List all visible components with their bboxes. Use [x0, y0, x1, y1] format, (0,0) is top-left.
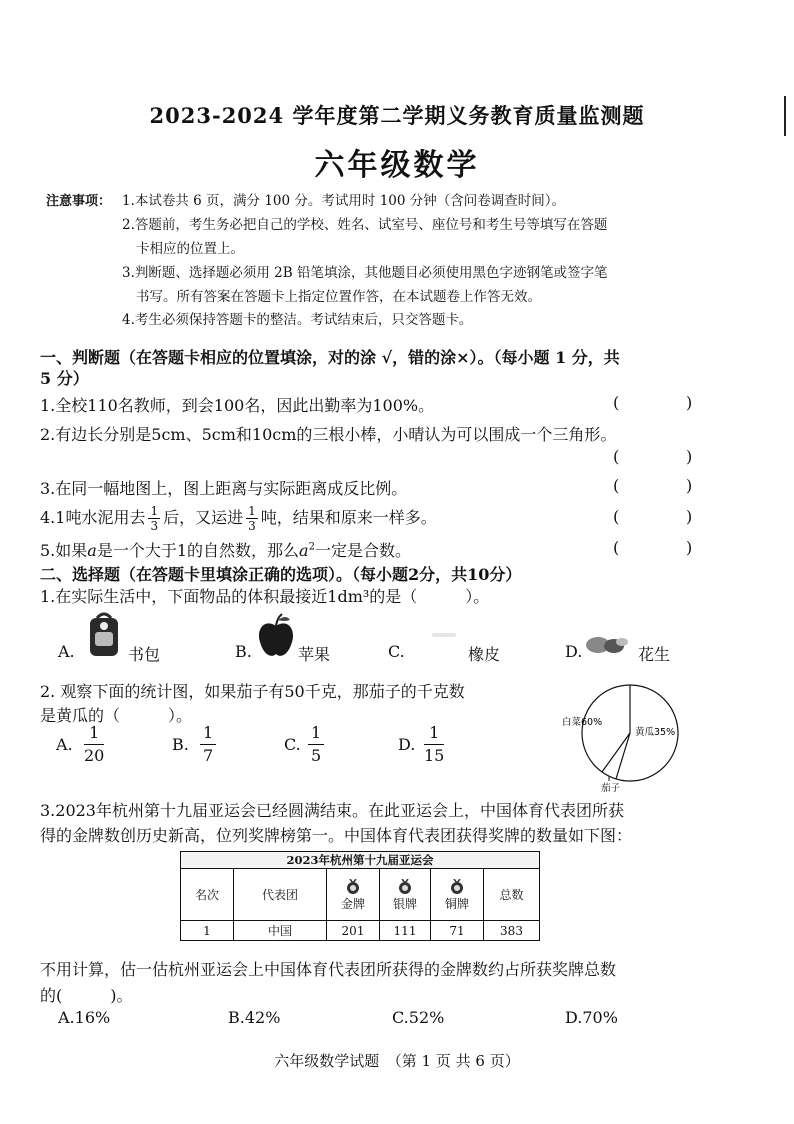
- table-cell: 中国: [234, 921, 327, 941]
- notice-item-2-cont: 卡相应的位置上。: [136, 241, 244, 257]
- choice-q3-ask: 不用计算，估一估杭州亚运会上中国体育代表团所获得的金牌数约占所获奖牌总数: [40, 960, 617, 979]
- fraction: $\frac{1}{3}$: [248, 504, 256, 533]
- notice-label: 注意事项：: [46, 194, 112, 209]
- scan-edge-mark: [784, 96, 794, 136]
- option-text: 苹果: [298, 645, 331, 664]
- option-fraction: 1 7: [200, 724, 216, 764]
- notice-item-3-cont: 书写。所有答案在答题卡上指定位置作答，在本试题卷上作答无效。: [136, 289, 541, 305]
- exam-subject: 六年级数学: [314, 148, 480, 183]
- apple-icon: [256, 612, 296, 660]
- choice-q1: 1.在实际生活中，下面物品的体积最接近1dm³的是（ ）。: [40, 587, 490, 606]
- answer-paren-close: ): [686, 476, 693, 495]
- judge-q4: 4.1吨水泥用去 $\frac{1}{3}$ 后，又运进 $\frac{1}{3}$ 吨，结果和原来一样多。: [40, 504, 437, 533]
- eraser-icon: [430, 630, 460, 640]
- choice-q2: 2. 观察下面的统计图，如果茄子有50千克，那茄子的千克数: [40, 682, 465, 701]
- table-cell: 111: [380, 921, 431, 941]
- judge-q1: 1.全校110名教师，到会100名，因此出勤率为100%。: [40, 396, 435, 415]
- pie-label-cucumber: 黄瓜35%: [635, 727, 676, 738]
- answer-paren-open[interactable]: (: [613, 476, 620, 495]
- option-letter: A.: [56, 735, 73, 754]
- judge-q3: 3.在同一幅地图上，图上距离与实际距离成反比例。: [40, 479, 408, 498]
- exam-title: 2023-2024 学年度第二学期义务教育质量监测题: [149, 103, 645, 128]
- section1-heading: 一、判断题（在答题卡相应的位置填涂，对的涂 √，错的涂×）。（每小题 1 分，共: [40, 348, 620, 367]
- table-cell: 201: [327, 921, 380, 941]
- table-cell: 1: [181, 921, 234, 941]
- table-header: 总数: [484, 869, 540, 921]
- option-a: A.16%: [58, 1008, 111, 1027]
- table-header-gold: 金牌: [327, 869, 380, 921]
- pie-label-cabbage: 白菜60%: [562, 717, 603, 728]
- table-row: [181, 921, 540, 941]
- answer-paren-open[interactable]: (: [613, 507, 620, 526]
- notice-item-1: 1.本试卷共 6 页，满分 100 分。考试用时 100 分钟（含问卷调查时间）。: [122, 193, 566, 209]
- answer-paren-open[interactable]: (: [613, 393, 620, 412]
- notice-item-2: 2.答题前，考生务必把自己的学校、姓名、试室号、座位号和考生号等填写在答题: [122, 217, 608, 233]
- answer-paren-open[interactable]: (: [613, 447, 620, 466]
- option-letter: C.: [284, 735, 301, 754]
- option-text: 花生: [638, 645, 671, 664]
- option-letter: D.: [398, 735, 416, 754]
- pie-label-eggplant: 茄子: [601, 783, 621, 794]
- backpack-icon: [84, 610, 124, 660]
- table-header: 名次: [181, 869, 234, 921]
- page-footer: 六年级数学试题 （第 1 页 共 6 页）: [274, 1052, 520, 1070]
- silver-medal-icon: [397, 879, 413, 895]
- option-fraction: 1 15: [424, 723, 445, 765]
- judge-q2: 2.有边长分别是5cm、5cm和10cm的三根小棒，小晴认为可以围成一个三角形。: [40, 425, 617, 444]
- choice-q3-ask-cont: 的( )。: [40, 986, 133, 1005]
- section2-heading: 二、选择题（在答题卡里填涂正确的选项）。（每小题2分，共10分）: [40, 565, 522, 584]
- option-letter: D.: [565, 642, 583, 661]
- peanut-icon: [584, 632, 630, 658]
- option-letter: A.: [58, 642, 75, 661]
- option-text: 书包: [128, 645, 161, 664]
- choice-q3-cont: 得的金牌数创历史新高，位列奖牌榜第一。中国体育代表团获得奖牌的数量如下图：: [40, 826, 633, 845]
- option-c: C.52%: [392, 1008, 445, 1027]
- bronze-medal-icon: [449, 879, 465, 895]
- notice-item-3: 3.判断题、选择题必须用 2B 铅笔填涂，其他题目必须使用黑色字迹钢笔或签字笔: [122, 265, 608, 281]
- gold-medal-icon: [345, 879, 361, 895]
- option-letter: B.: [172, 735, 189, 754]
- option-fraction: 1 5: [308, 724, 324, 764]
- table-header-bronze: 铜牌: [431, 869, 484, 921]
- answer-paren-close: ): [686, 447, 693, 466]
- choice-q3: 3.2023年杭州第十九届亚运会已经圆满结束。在此亚运会上，中国体育代表团所获: [40, 801, 624, 820]
- notice-item-4: 4.考生必须保持答题卡的整洁。考试结束后，只交答题卡。: [122, 312, 473, 328]
- table-caption: 2023年杭州第十九届亚运会: [181, 852, 540, 869]
- option-d: D.70%: [565, 1008, 618, 1027]
- pie-chart: [555, 680, 705, 795]
- answer-paren-open[interactable]: (: [613, 538, 620, 557]
- answer-paren-close: ): [686, 393, 693, 412]
- pie-divider: [616, 733, 630, 779]
- option-letter: B.: [235, 642, 252, 661]
- table-header-silver: 银牌: [380, 869, 431, 921]
- judge-q5: 5.如果a是一个大于1的自然数，那么$a^2$一定是合数。: [40, 541, 411, 560]
- fraction: $\frac{1}{3}$: [150, 504, 159, 533]
- table-header: 代表团: [234, 869, 327, 921]
- option-b: B.42%: [228, 1008, 281, 1027]
- option-letter: C.: [388, 642, 405, 661]
- section1-heading-cont: 5 分）: [40, 369, 89, 388]
- medal-table: [180, 851, 540, 941]
- choice-q2-cont: 是黄瓜的（ ）。: [40, 706, 193, 725]
- table-cell: 71: [431, 921, 484, 941]
- answer-paren-close: ): [686, 538, 693, 557]
- option-text: 橡皮: [468, 645, 501, 664]
- table-cell: 383: [484, 921, 540, 941]
- pie-divider: [602, 733, 630, 772]
- option-fraction: 1 20: [84, 723, 105, 765]
- answer-paren-close: ): [686, 507, 693, 526]
